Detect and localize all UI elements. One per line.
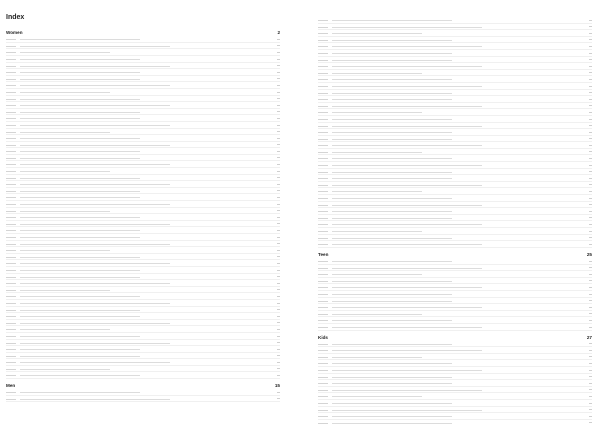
index-list-men <box>6 389 280 402</box>
index-row-page-marker <box>589 39 592 40</box>
index-row-page-marker <box>277 303 280 304</box>
index-row-page-marker <box>589 86 592 87</box>
index-row-page-marker <box>589 171 592 172</box>
index-row-page-marker <box>277 342 280 343</box>
index-row-page-marker <box>589 105 592 106</box>
index-row <box>318 90 592 97</box>
index-row-page-marker <box>277 392 280 393</box>
index-row <box>6 96 280 103</box>
index-row-page-marker <box>277 237 280 238</box>
index-row <box>318 367 592 374</box>
section-page-number: 15 <box>274 383 280 389</box>
index-row-page-marker <box>277 65 280 66</box>
index-row <box>6 76 280 83</box>
index-row-page-marker <box>589 422 592 423</box>
index-row-page-marker <box>589 267 592 268</box>
index-row <box>6 36 280 43</box>
index-row-page-marker <box>589 151 592 152</box>
index-row <box>6 254 280 261</box>
index-row <box>318 407 592 414</box>
index-row-page-marker <box>589 294 592 295</box>
index-row-page-marker <box>589 313 592 314</box>
index-row-page-marker <box>589 79 592 80</box>
index-row-page-marker <box>589 300 592 301</box>
index-row <box>6 175 280 182</box>
index-row <box>6 247 280 254</box>
index-row <box>6 43 280 50</box>
index-row <box>318 63 592 70</box>
index-row-page-marker <box>277 349 280 350</box>
index-row-page-marker <box>589 327 592 328</box>
index-row <box>6 300 280 307</box>
index-row-page-marker <box>277 230 280 231</box>
index-list-men-continued <box>318 17 592 248</box>
index-row <box>6 293 280 300</box>
index-row <box>318 17 592 24</box>
index-row-page-marker <box>277 125 280 126</box>
index-row <box>6 396 280 403</box>
index-row-page-marker <box>277 243 280 244</box>
index-row-page-marker <box>277 151 280 152</box>
index-row-page-marker <box>589 191 592 192</box>
index-row-page-marker <box>589 33 592 34</box>
index-row <box>6 168 280 175</box>
index-row <box>318 195 592 202</box>
index-row-page-marker <box>277 105 280 106</box>
index-row <box>6 69 280 76</box>
index-row <box>318 347 592 354</box>
index-row <box>6 142 280 149</box>
index-row <box>318 221 592 228</box>
index-row-page-marker <box>589 307 592 308</box>
index-row-page-marker <box>589 363 592 364</box>
index-row <box>318 324 592 331</box>
index-row-page-marker <box>277 368 280 369</box>
index-row <box>318 202 592 209</box>
index-row <box>318 228 592 235</box>
index-row <box>6 241 280 248</box>
index-row <box>6 307 280 314</box>
index-row-page-marker <box>589 158 592 159</box>
index-row <box>318 208 592 215</box>
index-row-page-marker <box>589 396 592 397</box>
index-row-page-marker <box>589 138 592 139</box>
index-row <box>318 149 592 156</box>
index-row-page-marker <box>277 362 280 363</box>
index-row <box>318 175 592 182</box>
index-row <box>318 37 592 44</box>
section-page-number: 2 <box>277 30 280 35</box>
index-row-page-marker <box>589 46 592 47</box>
section-title: Women <box>6 30 23 35</box>
index-row-page-marker <box>277 289 280 290</box>
index-row <box>318 129 592 136</box>
index-row-page-marker <box>589 145 592 146</box>
index-row <box>318 155 592 162</box>
index-row <box>318 57 592 64</box>
index-row <box>318 354 592 361</box>
index-row-page-marker <box>589 280 592 281</box>
index-row <box>318 235 592 242</box>
index-row-page-marker <box>589 274 592 275</box>
index-row <box>318 30 592 37</box>
index-row <box>318 123 592 130</box>
index-row <box>318 374 592 381</box>
index-row-page-marker <box>589 287 592 288</box>
index-row <box>318 317 592 324</box>
index-row <box>318 298 592 305</box>
index-row <box>318 43 592 50</box>
index-row-page-marker <box>589 59 592 60</box>
index-row <box>318 188 592 195</box>
index-row-page-marker <box>277 72 280 73</box>
index-row <box>318 400 592 407</box>
index-row <box>6 155 280 162</box>
index-row <box>318 393 592 400</box>
section-title: Men <box>6 383 16 389</box>
index-row <box>6 267 280 274</box>
index-row <box>6 389 280 396</box>
index-row-page-marker <box>589 409 592 410</box>
index-row-page-marker <box>277 39 280 40</box>
index-row <box>6 201 280 208</box>
index-row-page-marker <box>277 98 280 99</box>
index-row-page-marker <box>589 370 592 371</box>
index-row <box>6 372 280 379</box>
index-row-page-marker <box>277 144 280 145</box>
index-row-page-marker <box>589 99 592 100</box>
index-list-kids <box>318 341 592 424</box>
index-column-left <box>6 30 280 402</box>
index-row-page-marker <box>589 119 592 120</box>
index-column-right <box>318 17 592 424</box>
index-row-page-marker <box>589 376 592 377</box>
index-row-page-marker <box>589 217 592 218</box>
section-page-number: 27 <box>586 334 592 340</box>
index-row-page-marker <box>277 118 280 119</box>
index-row <box>318 50 592 57</box>
index-row <box>318 109 592 116</box>
index-row-page-marker <box>277 210 280 211</box>
index-row-page-marker <box>277 45 280 46</box>
index-row <box>318 76 592 83</box>
index-row-page-marker <box>277 92 280 93</box>
index-row-page-marker <box>277 375 280 376</box>
index-row-page-marker <box>589 244 592 245</box>
index-row <box>6 260 280 267</box>
index-row <box>318 271 592 278</box>
index-row <box>6 359 280 366</box>
index-row <box>318 284 592 291</box>
index-row <box>318 162 592 169</box>
index-row-page-marker <box>277 276 280 277</box>
index-row-page-marker <box>277 322 280 323</box>
index-row-page-marker <box>589 237 592 238</box>
index-row <box>6 102 280 109</box>
index-row-page-marker <box>277 111 280 112</box>
page-title: Index <box>6 14 25 21</box>
index-row-page-marker <box>589 132 592 133</box>
index-row-page-marker <box>277 78 280 79</box>
index-row-page-marker <box>277 355 280 356</box>
index-row <box>6 63 280 70</box>
index-row-page-marker <box>277 59 280 60</box>
index-row <box>318 70 592 77</box>
index-row <box>318 182 592 189</box>
index-row <box>6 346 280 353</box>
index-row-page-marker <box>277 157 280 158</box>
index-row <box>318 258 592 265</box>
index-row-page-marker <box>277 217 280 218</box>
index-row-page-marker <box>589 350 592 351</box>
index-row-page-marker <box>589 343 592 344</box>
index-row <box>6 181 280 188</box>
index-row <box>318 311 592 318</box>
index-row <box>6 274 280 281</box>
index-row <box>318 278 592 285</box>
index-row-page-marker <box>589 211 592 212</box>
index-row-page-marker <box>589 416 592 417</box>
index-row <box>6 353 280 360</box>
index-row <box>318 380 592 387</box>
index-row <box>6 194 280 201</box>
index-row <box>6 115 280 122</box>
index-row <box>318 341 592 348</box>
index-row-page-marker <box>277 398 280 399</box>
index-row-page-marker <box>589 403 592 404</box>
index-row <box>6 148 280 155</box>
index-row <box>318 116 592 123</box>
index-row <box>318 265 592 272</box>
index-row <box>6 49 280 56</box>
index-row <box>318 24 592 31</box>
index-row-page-marker <box>589 261 592 262</box>
index-row <box>318 241 592 248</box>
index-row-page-marker <box>589 224 592 225</box>
index-row <box>318 360 592 367</box>
index-row <box>6 208 280 215</box>
index-row-page-marker <box>277 283 280 284</box>
index-row <box>318 83 592 90</box>
index-row-page-marker <box>589 356 592 357</box>
index-row-page-marker <box>589 204 592 205</box>
index-row <box>318 413 592 420</box>
index-row-page-marker <box>589 389 592 390</box>
index-row <box>6 333 280 340</box>
index-row-page-marker <box>277 85 280 86</box>
index-row <box>6 320 280 327</box>
index-row-page-marker <box>589 125 592 126</box>
index-row <box>6 313 280 320</box>
index-row-page-marker <box>589 383 592 384</box>
index-row <box>6 366 280 373</box>
index-row-page-marker <box>589 20 592 21</box>
index-row <box>6 122 280 129</box>
index-row-page-marker <box>589 198 592 199</box>
index-row-page-marker <box>277 270 280 271</box>
index-row-page-marker <box>589 92 592 93</box>
index-row-page-marker <box>589 231 592 232</box>
index-row-page-marker <box>589 66 592 67</box>
index-row-page-marker <box>277 171 280 172</box>
index-row-page-marker <box>589 184 592 185</box>
index-row <box>6 234 280 241</box>
index-row <box>6 326 280 333</box>
index-row-page-marker <box>277 296 280 297</box>
index-row <box>318 420 592 424</box>
index-row-page-marker <box>589 26 592 27</box>
index-row <box>6 287 280 294</box>
index-row <box>6 135 280 142</box>
index-row <box>318 142 592 149</box>
index-row <box>6 227 280 234</box>
index-row <box>318 387 592 394</box>
index-row-page-marker <box>277 250 280 251</box>
index-row <box>6 161 280 168</box>
index-row-page-marker <box>589 72 592 73</box>
index-row-page-marker <box>277 190 280 191</box>
index-row <box>318 304 592 311</box>
index-list-teen <box>318 258 592 331</box>
index-row <box>6 280 280 287</box>
index-row <box>6 89 280 96</box>
index-row <box>6 221 280 228</box>
index-row <box>318 136 592 143</box>
index-row-page-marker <box>277 204 280 205</box>
index-row-page-marker <box>589 320 592 321</box>
index-row <box>6 188 280 195</box>
index-row-page-marker <box>277 164 280 165</box>
index-row-page-marker <box>589 165 592 166</box>
section-page-number: 25 <box>586 251 592 257</box>
index-row <box>6 109 280 116</box>
index-row-page-marker <box>277 223 280 224</box>
index-row-page-marker <box>277 197 280 198</box>
index-row-page-marker <box>277 316 280 317</box>
index-row-page-marker <box>277 138 280 139</box>
section-title: Kids <box>318 334 328 340</box>
index-row-page-marker <box>277 177 280 178</box>
index-row <box>6 82 280 89</box>
index-row <box>318 96 592 103</box>
index-row-page-marker <box>589 53 592 54</box>
index-row-page-marker <box>589 112 592 113</box>
index-row-page-marker <box>277 263 280 264</box>
index-row <box>6 214 280 221</box>
index-row-page-marker <box>277 309 280 310</box>
index-row-page-marker <box>277 52 280 53</box>
index-row-page-marker <box>277 329 280 330</box>
index-row-page-marker <box>277 336 280 337</box>
index-row-page-marker <box>277 184 280 185</box>
index-row-page-marker <box>277 131 280 132</box>
index-row <box>318 169 592 176</box>
index-row <box>6 56 280 63</box>
index-row <box>318 215 592 222</box>
index-row-page-marker <box>277 256 280 257</box>
index-row <box>318 103 592 110</box>
section-title: Teen <box>318 251 329 257</box>
index-row <box>318 291 592 298</box>
index-row <box>6 129 280 136</box>
index-row <box>6 340 280 347</box>
index-list-women <box>6 36 280 379</box>
index-row-page-marker <box>589 178 592 179</box>
